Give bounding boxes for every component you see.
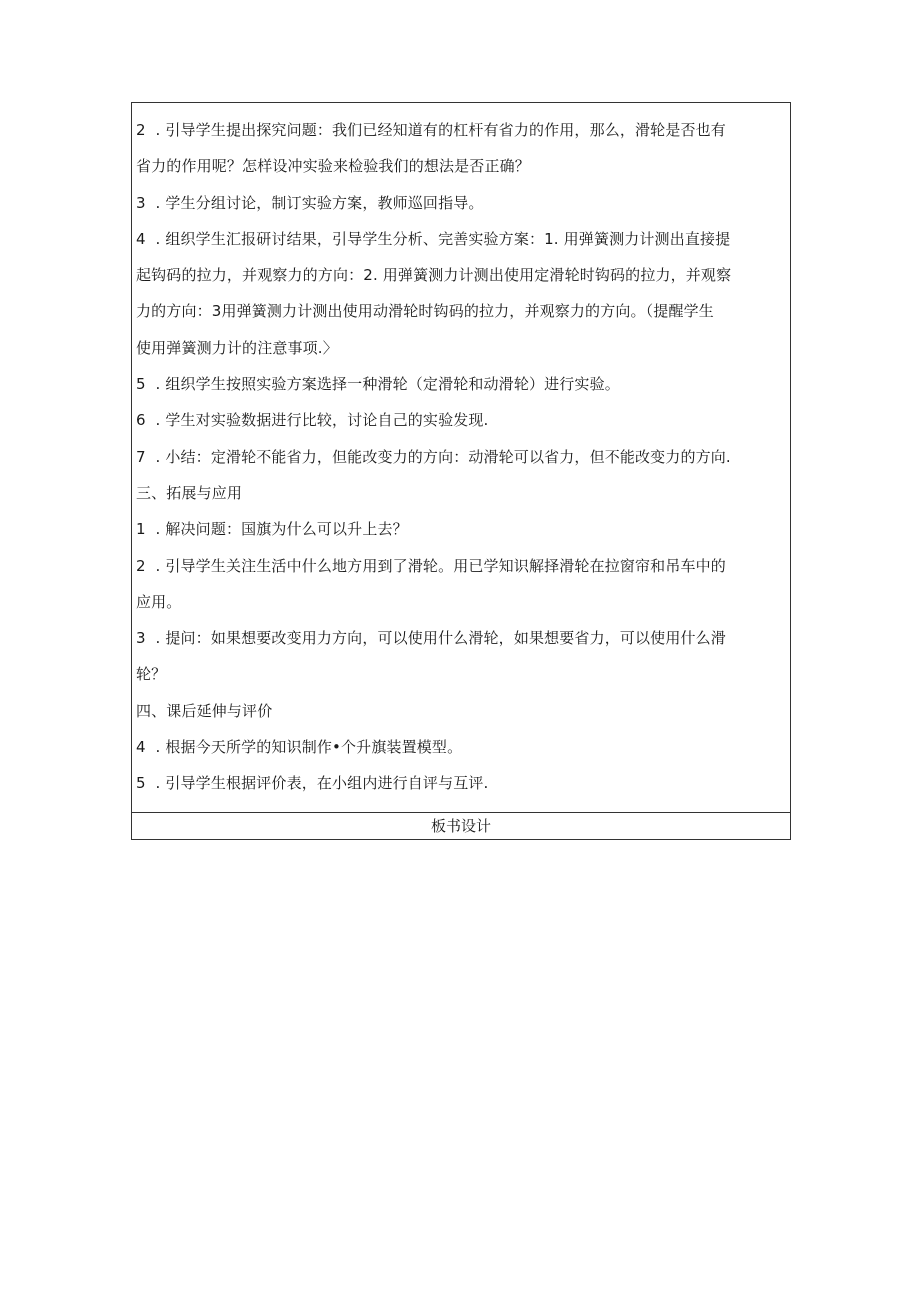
text-line: 6 . 学生对实验数据进行比较，讨论自己的实验发现. [136, 411, 489, 430]
section-heading: 四、课后延伸与评价 [136, 701, 273, 720]
text-line: 7 . 小结：定滑轮不能省力，但能改变力的方向：动滑轮可以省力，但不能改变力的方向. [136, 447, 731, 466]
text-line: 使用弹簧测力计的注意事项.〉 [136, 338, 338, 357]
lesson-content-cell [132, 103, 790, 812]
text-line: 4 . 组织学生汇报研讨结果，引导学生分析、完善实验方案：1. 用弹簧测力计测出直接提 [136, 229, 731, 248]
text-line: 2 . 引导学生关注生活中什么地方用到了滑轮。用已学知识解择滑轮在拉窗帘和吊车中的 [136, 556, 726, 575]
text-line: 应用。 [136, 592, 182, 611]
text-line: 起钩码的拉力，并观察力的方向：2. 用弹簧测力计测出使用定滑轮时钩码的拉力，并观察 [136, 266, 732, 285]
lesson-plan-table [131, 102, 791, 840]
text-line: 省力的作用呢？怎样设冲实验来检验我们的想法是否正确？ [136, 157, 530, 176]
text-line: 5 . 引导学生根据评价表，在小组内进行自评与互评. [136, 774, 489, 793]
text-line: 3 . 学生分组讨论，制订实验方案，教师巡回指导。 [136, 193, 484, 212]
text-line: 力的方向：3用弹簧测力计测出使用动滑轮时钩码的拉力，并观察力的方向。（提醒学生 [136, 302, 714, 321]
section-heading: 三、拓展与应用 [136, 483, 243, 502]
text-line: 1 . 解决问题：国旗为什么可以升上去？ [136, 520, 408, 539]
text-line: 轮？ [136, 665, 167, 684]
text-line: 3 . 提问：如果想要改变用力方向，可以使用什么滑轮，如果想要省力，可以使用什么滑 [136, 629, 726, 648]
text-line: 5 . 组织学生按照实验方案选择一种滑轮（定滑轮和动滑轮）进行实验。 [136, 375, 620, 394]
text-line: 4 . 根据今天所学的知识制作•个升旗装置模型。 [136, 738, 463, 757]
text-line: 2 . 引导学生提出探究问题：我们已经知道有的杠杆有省力的作用，那么，滑轮是否也有 [136, 121, 726, 139]
board-design-row: 板书设计 [132, 812, 790, 839]
